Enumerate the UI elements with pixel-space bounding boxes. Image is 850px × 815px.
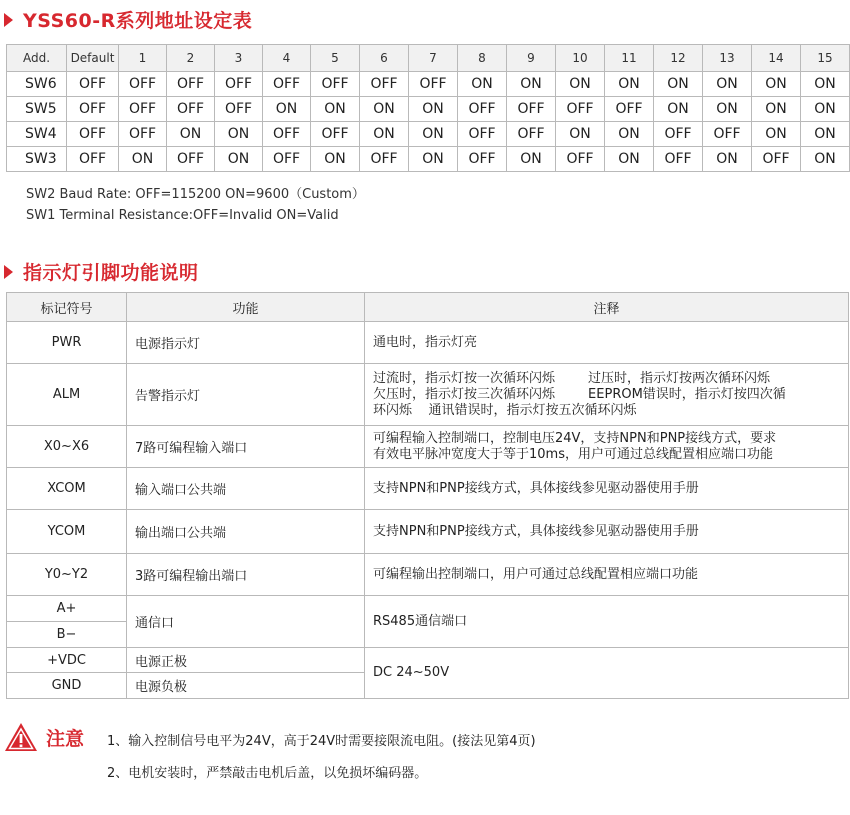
- header-address-col: 15: [801, 45, 850, 72]
- switch-state-cell: ON: [801, 147, 850, 172]
- section-title-text: 指示灯引脚功能说明: [23, 262, 199, 284]
- table-row: [7, 468, 849, 510]
- function-cell: 3路可编程输出端口: [127, 554, 365, 596]
- switch-state-cell: ON: [703, 97, 752, 122]
- function-cell: 电源指示灯: [127, 322, 365, 364]
- table-header-row: [7, 293, 849, 322]
- switch-state-cell: ON: [801, 122, 850, 147]
- table-row: [7, 72, 850, 97]
- header-address-col: 12: [654, 45, 703, 72]
- section-title-address: [4, 6, 252, 33]
- triangle-bullet-icon: [4, 13, 13, 27]
- note-line: 通电时，指示灯亮: [373, 334, 478, 350]
- section-title-indicator: [4, 258, 199, 285]
- switch-state-cell: OFF: [654, 122, 703, 147]
- symbol-cell: Y0~Y2: [7, 554, 127, 596]
- switch-state-cell: ON: [409, 97, 458, 122]
- switch-state-cell: OFF: [360, 72, 409, 97]
- table-row: [7, 122, 850, 147]
- header-address-col: 8: [458, 45, 507, 72]
- switch-state-cell: OFF: [167, 97, 215, 122]
- section-title-text: YSS60-R系列地址设定表: [23, 10, 253, 32]
- switch-state-cell: ON: [703, 147, 752, 172]
- switch-state-cell: OFF: [311, 122, 360, 147]
- table-row: [7, 364, 849, 426]
- switch-label: SW4: [7, 122, 67, 147]
- function-cell-vdc: 电源正极: [127, 648, 365, 673]
- table-row: [7, 426, 849, 468]
- note-line: 可编程输入控制端口，控制电压24V，支持NPN和PNP接线方式，要求: [373, 430, 777, 446]
- header-address-col: 3: [215, 45, 263, 72]
- warning-item-1: 1、输入控制信号电平为24V，高于24V时需要接限流电阻。(接法见第4页): [107, 734, 536, 749]
- note-cell: [365, 426, 849, 468]
- note-line: 可编程输出控制端口，用户可通过总线配置相应端口功能: [373, 566, 699, 582]
- header-address-col: 6: [360, 45, 409, 72]
- header-symbol: 标记符号: [7, 293, 127, 322]
- switch-state-cell: OFF: [67, 122, 119, 147]
- symbol-cell-b: B−: [7, 622, 127, 648]
- switch-state-cell: ON: [556, 122, 605, 147]
- warning-label: 注意: [46, 727, 85, 750]
- warning-triangle-icon: [4, 722, 38, 752]
- switch-state-cell: ON: [654, 97, 703, 122]
- table-row: [7, 510, 849, 554]
- header-address-col: 7: [409, 45, 458, 72]
- switch-state-cell: OFF: [654, 147, 703, 172]
- header-address-col: 13: [703, 45, 752, 72]
- function-cell: 输出端口公共端: [127, 510, 365, 554]
- switch-state-cell: ON: [752, 97, 801, 122]
- switch-state-cell: ON: [605, 122, 654, 147]
- note-cell-comm: RS485通信端口: [365, 596, 849, 648]
- switch-state-cell: OFF: [311, 72, 360, 97]
- header-address-col: 2: [167, 45, 215, 72]
- header-default: Default: [67, 45, 119, 72]
- switch-state-cell: OFF: [458, 122, 507, 147]
- header-address-col: 5: [311, 45, 360, 72]
- note-cell: [365, 510, 849, 554]
- note-line: 支持NPN和PNP接线方式，具体接线参见驱动器使用手册: [373, 480, 699, 496]
- switch-state-cell: ON: [458, 72, 507, 97]
- note-cell: [365, 554, 849, 596]
- indicator-pin-table: [6, 292, 849, 699]
- header-address-col: 10: [556, 45, 605, 72]
- function-cell: 告警指示灯: [127, 364, 365, 426]
- baud-rate-note: SW2 Baud Rate: OFF=115200 ON=9600（Custom）: [26, 187, 365, 202]
- switch-state-cell: ON: [654, 72, 703, 97]
- header-address-col: 11: [605, 45, 654, 72]
- symbol-cell-vdc: +VDC: [7, 648, 127, 673]
- switch-state-cell: OFF: [119, 72, 167, 97]
- switch-state-cell: ON: [119, 147, 167, 172]
- switch-state-cell: OFF: [556, 147, 605, 172]
- symbol-cell: PWR: [7, 322, 127, 364]
- switch-state-cell: OFF: [119, 122, 167, 147]
- switch-state-cell: ON: [215, 122, 263, 147]
- switch-state-cell: OFF: [507, 122, 556, 147]
- switch-state-cell: OFF: [167, 147, 215, 172]
- symbol-cell: ALM: [7, 364, 127, 426]
- switch-state-cell: OFF: [556, 97, 605, 122]
- note-line: 支持NPN和PNP接线方式，具体接线参见驱动器使用手册: [373, 523, 699, 539]
- symbol-cell: YCOM: [7, 510, 127, 554]
- switch-state-cell: OFF: [67, 97, 119, 122]
- function-cell-comm: 通信口: [127, 596, 365, 648]
- address-setting-table: [6, 44, 850, 172]
- triangle-bullet-icon: [4, 265, 13, 279]
- switch-state-cell: OFF: [263, 72, 311, 97]
- function-cell: 输入端口公共端: [127, 468, 365, 510]
- header-address-col: 4: [263, 45, 311, 72]
- switch-state-cell: OFF: [215, 72, 263, 97]
- switch-state-cell: ON: [311, 147, 360, 172]
- table-row: [7, 596, 849, 622]
- switch-state-cell: OFF: [167, 72, 215, 97]
- switch-state-cell: ON: [752, 122, 801, 147]
- table-header-row: [7, 45, 850, 72]
- switch-state-cell: ON: [801, 72, 850, 97]
- note-line: 过流时，指示灯按一次循环闪烁 过压时，指示灯按两次循环闪烁: [373, 370, 771, 386]
- switch-state-cell: ON: [605, 147, 654, 172]
- switch-label: SW5: [7, 97, 67, 122]
- switch-state-cell: OFF: [360, 147, 409, 172]
- header-note: 注释: [365, 293, 849, 322]
- switch-state-cell: OFF: [458, 147, 507, 172]
- note-cell: [365, 468, 849, 510]
- switch-state-cell: OFF: [752, 147, 801, 172]
- switch-state-cell: ON: [703, 72, 752, 97]
- switch-state-cell: OFF: [263, 122, 311, 147]
- header-function: 功能: [127, 293, 365, 322]
- note-cell: [365, 322, 849, 364]
- switch-state-cell: ON: [311, 97, 360, 122]
- switch-state-cell: OFF: [507, 97, 556, 122]
- table-row: [7, 97, 850, 122]
- switch-state-cell: ON: [409, 147, 458, 172]
- switch-state-cell: ON: [801, 97, 850, 122]
- note-line: 环闪烁 通讯错误时，指示灯按五次循环闪烁: [373, 402, 637, 418]
- function-cell-gnd: 电源负极: [127, 673, 365, 699]
- header-add: Add.: [7, 45, 67, 72]
- switch-label: SW6: [7, 72, 67, 97]
- switch-state-cell: OFF: [409, 72, 458, 97]
- switch-state-cell: ON: [263, 97, 311, 122]
- table-row: [7, 554, 849, 596]
- switch-state-cell: ON: [167, 122, 215, 147]
- switch-state-cell: OFF: [119, 97, 167, 122]
- switch-state-cell: OFF: [67, 147, 119, 172]
- warning-item-2: 2、电机安装时，严禁敲击电机后盖，以免损坏编码器。: [107, 766, 428, 781]
- switch-state-cell: OFF: [703, 122, 752, 147]
- header-address-col: 14: [752, 45, 801, 72]
- note-line: 有效电平脉冲宽度大于等于10ms，用户可通过总线配置相应端口功能: [373, 446, 773, 462]
- switch-state-cell: ON: [215, 147, 263, 172]
- symbol-cell: XCOM: [7, 468, 127, 510]
- table-row: [7, 648, 849, 673]
- note-line: 欠压时，指示灯按三次循环闪烁 EEPROM错误时，指示灯按四次循: [373, 386, 786, 402]
- table-row: [7, 322, 849, 364]
- switch-state-cell: ON: [409, 122, 458, 147]
- note-cell: [365, 364, 849, 426]
- switch-label: SW3: [7, 147, 67, 172]
- switch-state-cell: ON: [507, 147, 556, 172]
- switch-state-cell: ON: [605, 72, 654, 97]
- terminal-resistance-note: SW1 Terminal Resistance:OFF=Invalid ON=Valid: [26, 208, 339, 223]
- switch-state-cell: ON: [556, 72, 605, 97]
- switch-state-cell: OFF: [263, 147, 311, 172]
- header-address-col: 1: [119, 45, 167, 72]
- switch-state-cell: ON: [752, 72, 801, 97]
- function-cell: 7路可编程输入端口: [127, 426, 365, 468]
- switch-state-cell: ON: [360, 97, 409, 122]
- header-address-col: 9: [507, 45, 556, 72]
- note-cell-power: DC 24~50V: [365, 648, 849, 699]
- switch-state-cell: ON: [360, 122, 409, 147]
- symbol-cell-a: A+: [7, 596, 127, 622]
- switch-state-cell: OFF: [67, 72, 119, 97]
- switch-state-cell: ON: [507, 72, 556, 97]
- table-row: [7, 147, 850, 172]
- switch-state-cell: OFF: [458, 97, 507, 122]
- switch-state-cell: OFF: [215, 97, 263, 122]
- symbol-cell: X0~X6: [7, 426, 127, 468]
- symbol-cell-gnd: GND: [7, 673, 127, 699]
- warning-heading: [4, 722, 84, 752]
- switch-state-cell: OFF: [605, 97, 654, 122]
